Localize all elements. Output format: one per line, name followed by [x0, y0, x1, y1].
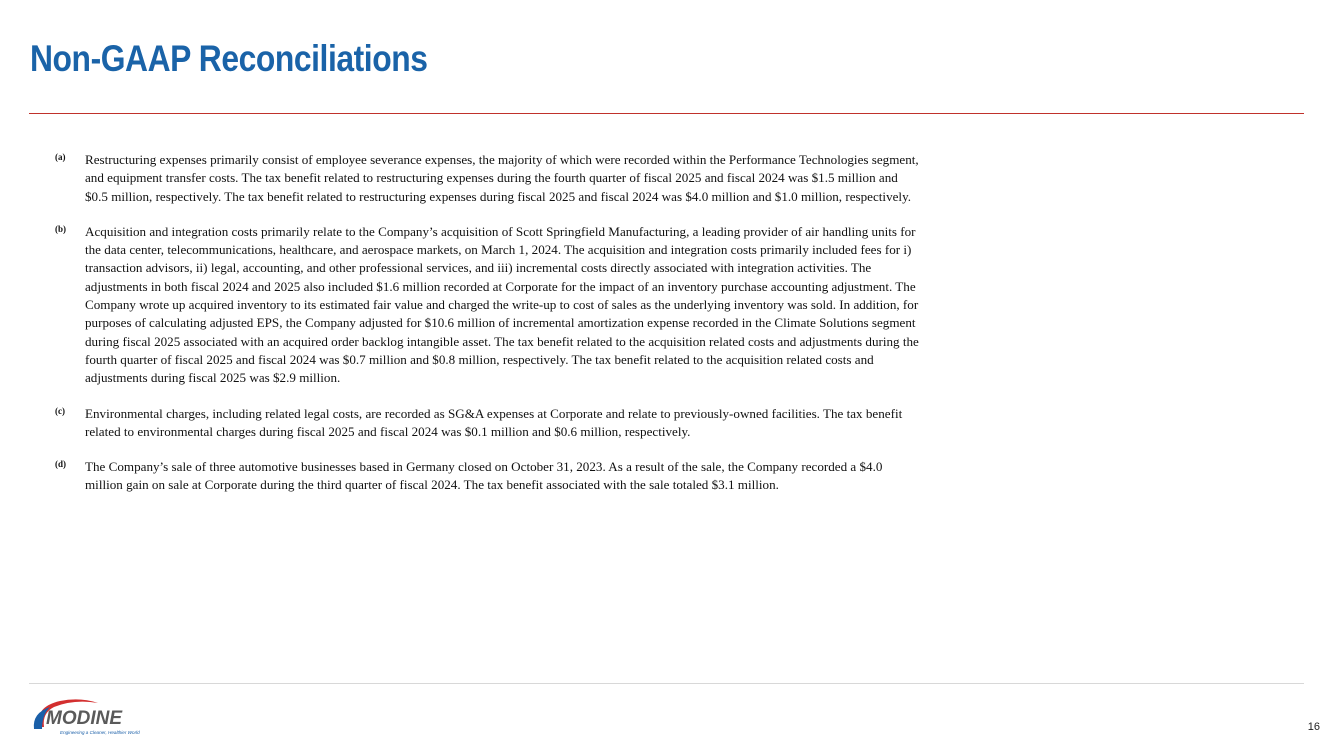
footnote-b — [55, 223, 920, 388]
footer-divider — [29, 683, 1304, 684]
footnote-text: Environmental charges, including related legal costs, are recorded as SG&A expenses at Corporate and relate to previously-owned facilities. The tax benefit related to environmental charges during fiscal 2025 and fiscal 2024 was $0.1 million and $0.6 million, respectively. — [85, 405, 903, 439]
footnote-marker: (b) — [55, 223, 66, 234]
footnote-marker: (a) — [55, 152, 66, 162]
footnote-text: Restructuring expenses primarily consist of employee severance expenses, the majority of which were recorded within the Performance Technologies segment, and equipment transfer costs. The tax benefit related to restructuring expenses during the fourth quarter of fiscal 2025 and fiscal 2024 was $1.5 million and $0.5 million, respectively. The tax benefit related to restructuring expenses during fiscal 2025 and fiscal 2024 was $4.0 million and $1.0 million, respectively. — [85, 152, 919, 204]
footnote-d — [55, 458, 920, 495]
page-number: 16 — [1307, 721, 1320, 733]
footnote-marker: (d) — [55, 459, 66, 470]
footnote-text: Acquisition and integration costs primarily relate to the Company’s acquisition of Scott Springfield Manufacturing, a leading provider of air handling units for the data center, telecommunications, healthcare, and aerospace markets, on March 1, 2024. The acquisition and integration costs primarily included fees for i) transaction advisors, ii) legal, accounting, and other professional services, and iii) incremental costs directly associated with integration activities. The adjustments in both fiscal 2024 and 2025 also included $1.6 million recorded at Corporate for the impact of an inventory purchase accounting adjustment. The Company wrote up acquired inventory to its estimated fair value and charged the write-up to cost of sales as the underlying inventory was sold. In addition, for purposes of calculating adjusted EPS, the Company adjusted for $10.6 million of incremental amortization expense recorded in the Climate Solutions segment during fiscal 2025 associated with an acquired order backlog intangible asset. The tax benefit related to the acquisition related costs and adjustments during the fourth quarter of fiscal 2025 and fiscal 2024 was $0.7 million and $0.8 million, respectively. The tax benefit related to the acquisition related costs and adjustments during fiscal 2025 was $2.9 million. — [85, 223, 919, 386]
modine-logo — [30, 693, 160, 737]
footnote-a — [55, 151, 920, 206]
title-divider — [29, 113, 1304, 114]
page-title: Non-GAAP Reconciliations — [30, 38, 428, 79]
logo-wordmark: MODINE — [46, 708, 122, 729]
footnote-marker: (c) — [55, 405, 65, 416]
footnote-c — [55, 405, 920, 442]
logo-tagline: Engineering a Cleaner, Healthier World — [60, 730, 140, 735]
footnotes-list — [55, 151, 920, 512]
footnote-text: The Company’s sale of three automotive businesses based in Germany closed on October 31, 2023. As a result of the sale, the Company recorded a $4.0 million gain on sale at Corporate during the third quarter of fiscal 2024. The tax benefit associated with the sale totaled $3.1 million. — [85, 459, 883, 493]
